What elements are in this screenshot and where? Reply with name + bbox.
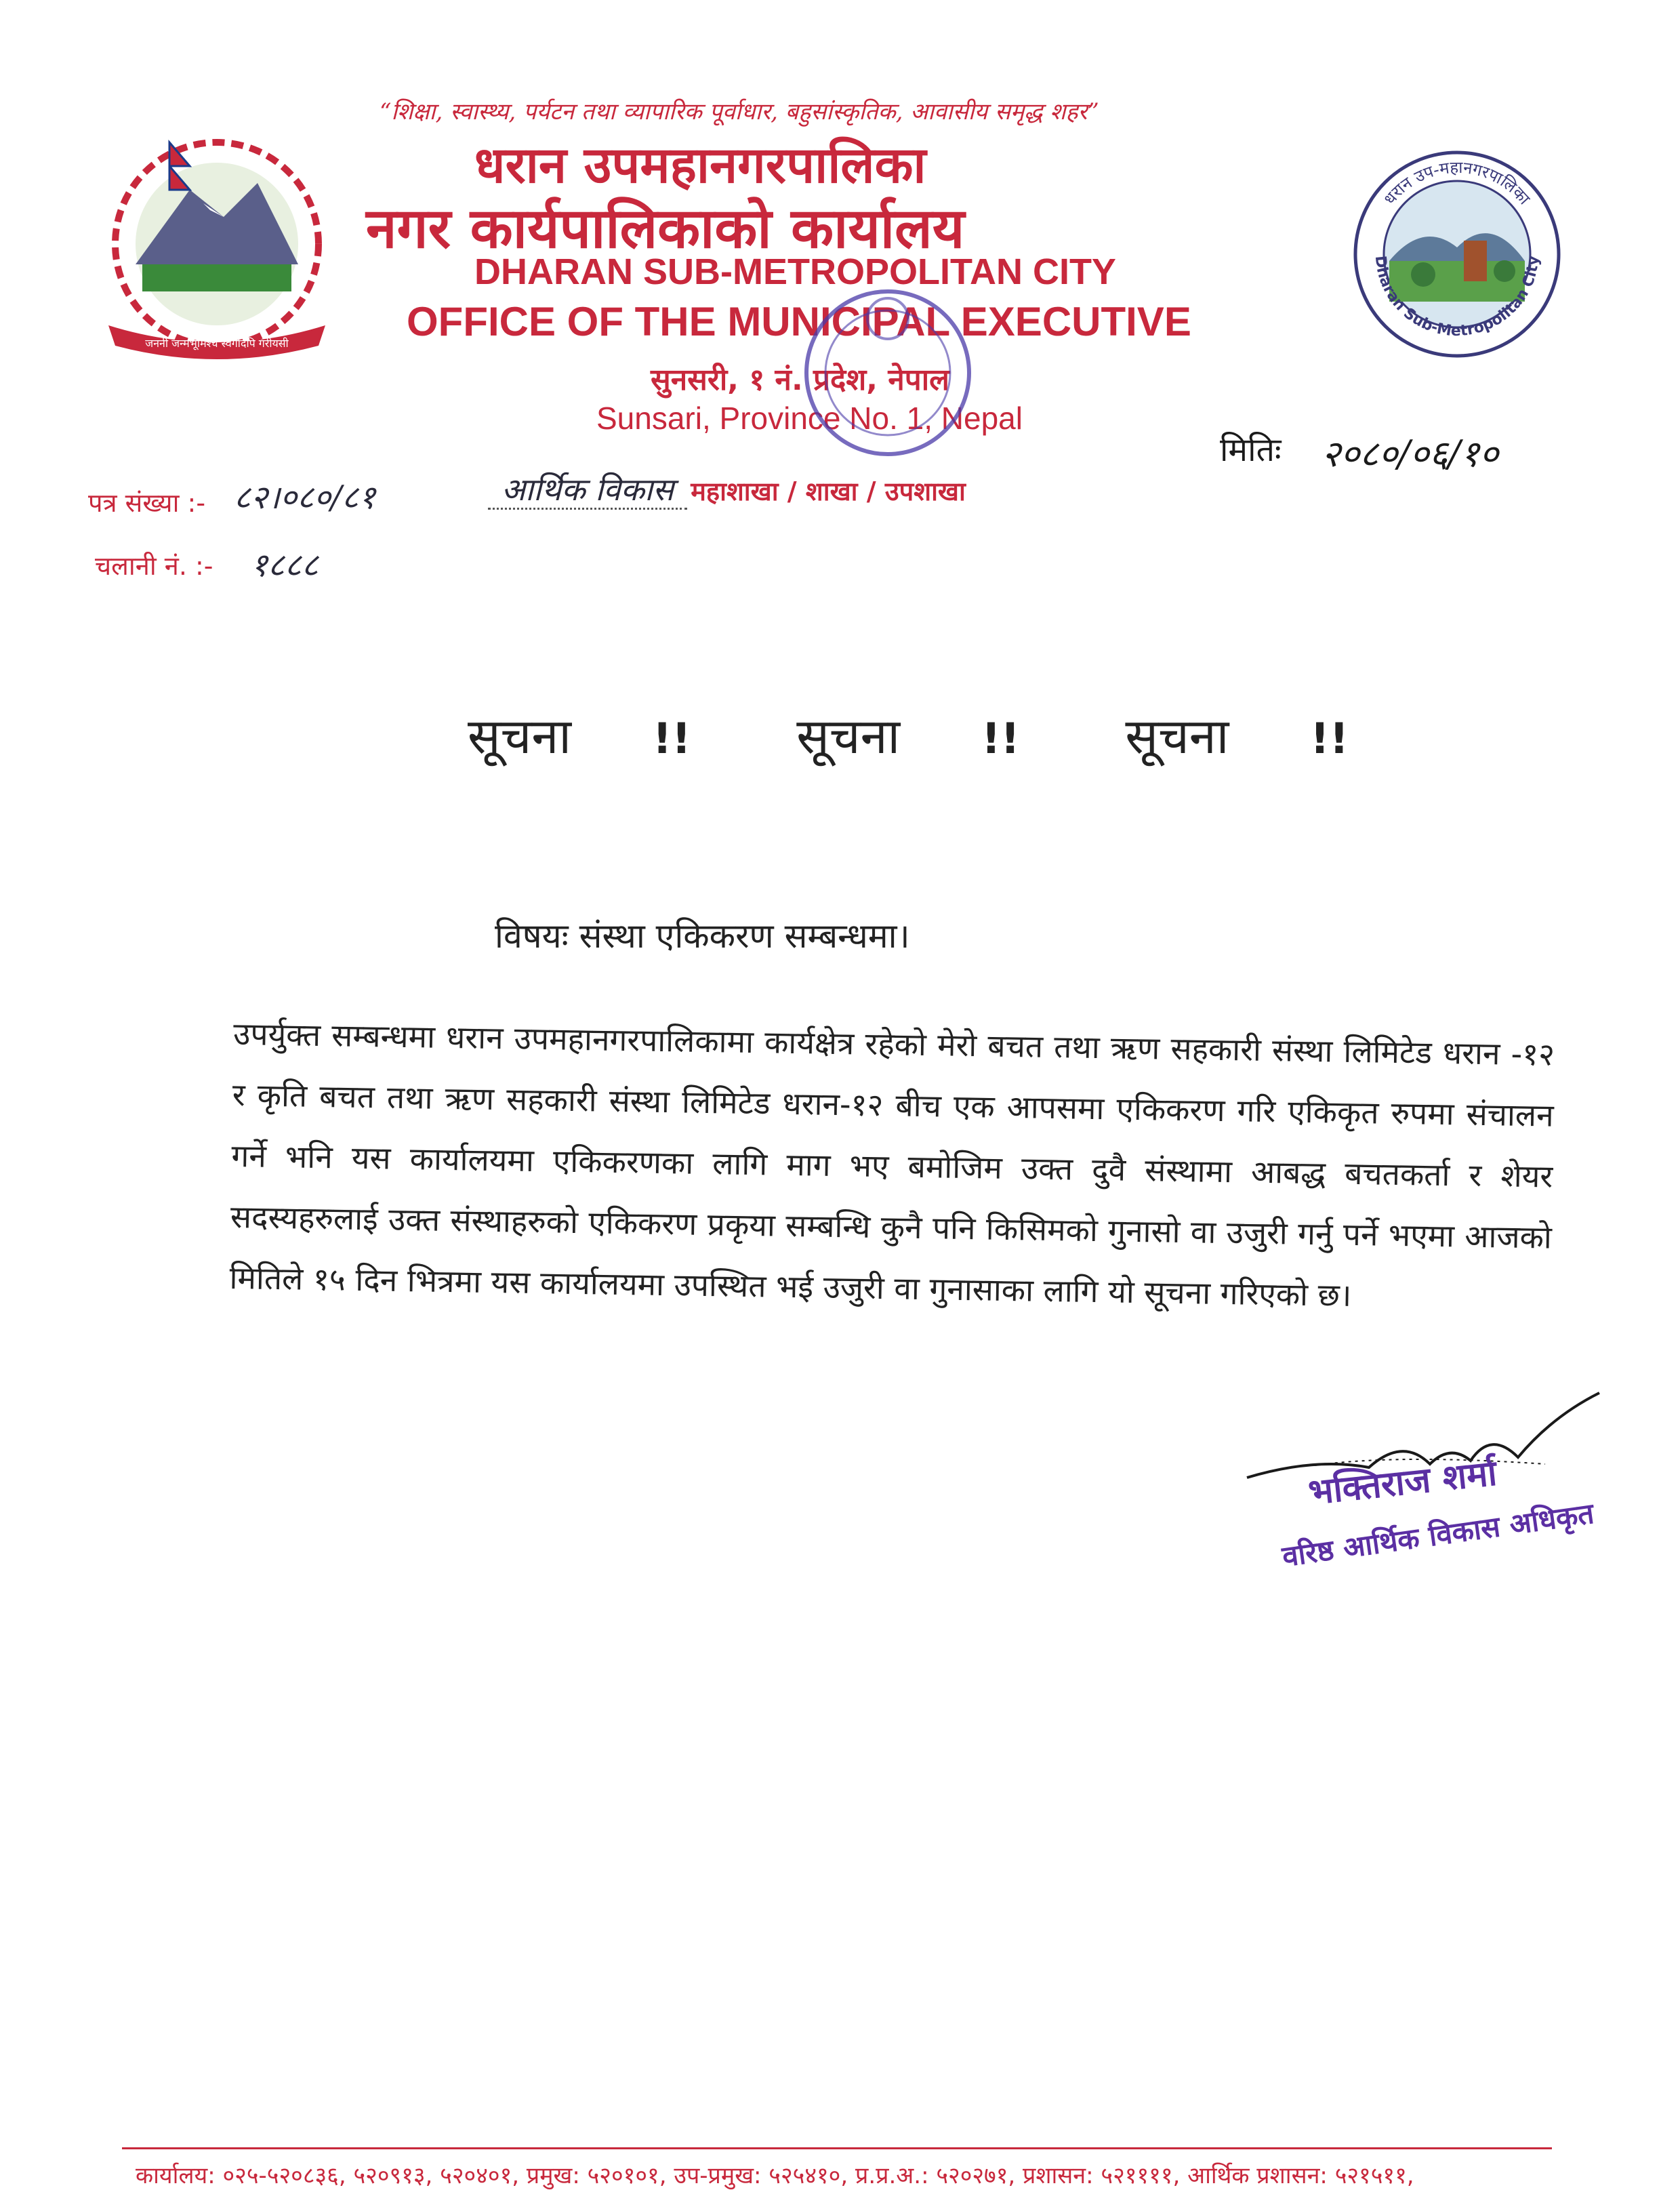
- notice-heading: [468, 702, 1349, 768]
- date-label: मितिः: [1220, 431, 1282, 469]
- emblem-ribbon-text: जननी जन्मभूमिश्च स्वर्गादपि गरीयसी: [145, 337, 289, 350]
- signer-name: भक्तिराज शर्मा: [1306, 1453, 1499, 1514]
- notice-exclaim: !!: [981, 714, 1020, 763]
- seal-bottom-text: Dharan Sub-Metropolitan City: [1371, 255, 1543, 340]
- footer-divider: [122, 2147, 1552, 2149]
- dispatch-no-label: चलानी नं. :-: [95, 551, 213, 581]
- letter-no-label: पत्र संख्या :-: [88, 488, 206, 518]
- motto: “शिक्षा, स्वास्थ्य, पर्यटन तथा व्यापारिक पूर्वाधार, बहुसांस्कृतिक, आवासीय समृद्ध शहर”: [380, 98, 1099, 125]
- office-subtitle-np: नगर कार्यपालिकाको कार्यालय: [366, 197, 965, 261]
- notice-group: [468, 702, 691, 768]
- notice-group: [1125, 702, 1349, 768]
- notice-word: सूचना: [1125, 708, 1229, 765]
- office-subtitle-en: OFFICE OF THE MUNICIPAL EXECUTIVE: [407, 299, 1191, 344]
- signer-title: वरिष्ठ आर्थिक विकास अधिकृत: [1279, 1496, 1596, 1574]
- notice-body: उपर्युक्त सम्बन्धमा धरान उपमहानगरपालिकामा कार्यक्षेत्र रहेको मेरो बचत तथा ऋण सहकारी संस्था लिमिटेड धरान -१२ र कृति बचत तथा ऋण सहकारी संस्था लिमिटेड धरान-१२ बीच एक आपसमा एकिकरण गरि एकिकृत रुपमा संचालन गर्ने भनि यस कार्यालयमा एकिकरणका लागि माग भए बमोजिम उक्त दुवै संस्थामा आबद्ध बचतकर्ता र शेयर सदस्यहरुलाई उक्त संस्थाहरुको एकिकरण प्रकृया सम्बन्धि कुनै पनि किसिमको गुनासो वा उजुरी गर्नु पर्ने भएमा आजको मितिले १५ दिन भित्रमा यस कार्यालयमा उपस्थित भई उजुरी वा गुनासाका लागि यो सूचना गरिएको छ।: [229, 1015, 1555, 1314]
- notice-group: [796, 702, 1020, 768]
- department-handwritten: आर्थिक विकास: [488, 471, 687, 510]
- notice-word: सूचना: [468, 708, 572, 765]
- office-name-np: धरान उपमहानगरपालिका: [474, 136, 926, 195]
- notice-exclaim: !!: [653, 714, 691, 763]
- municipality-seal-icon: [1349, 146, 1565, 363]
- office-name-en: DHARAN SUB-METROPOLITAN CITY: [474, 251, 1116, 292]
- address-en: Sunsari, Province No. 1, Nepal: [596, 401, 1023, 436]
- address-np: सुनसरी, १ नं. प्रदेश, नेपाल: [651, 363, 949, 397]
- seal-top-text: धरान उप-महानगरपालिका: [1380, 157, 1534, 209]
- office-stamp-icon: [773, 271, 1003, 468]
- date-value: २०८०/०६/१०: [1322, 432, 1499, 475]
- notice-exclaim: !!: [1310, 714, 1349, 763]
- notice-word: सूचना: [796, 708, 901, 765]
- subject-line: विषयः संस्था एकिकरण सम्बन्धमा।: [495, 916, 910, 956]
- department-suffix: महाशाखा / शाखा / उपशाखा: [691, 476, 966, 506]
- nepal-emblem-icon: [88, 129, 346, 373]
- dispatch-no-value: १८८८: [251, 546, 319, 584]
- footer-contacts: कार्यालय: ०२५-५२०८३६, ५२०९१३, ५२०४०१, प्रमुख: ५२०१०१, उप-प्रमुख: ५२५४१०, प्र.प्र.अ.: ५२०२७१, प्रशासन: ५२११११, आर्थिक प्रशासन: ५२१५११,: [136, 2162, 1414, 2189]
- department-line: [488, 468, 966, 510]
- letter-no-value: ८२।०८०/८१: [234, 479, 376, 516]
